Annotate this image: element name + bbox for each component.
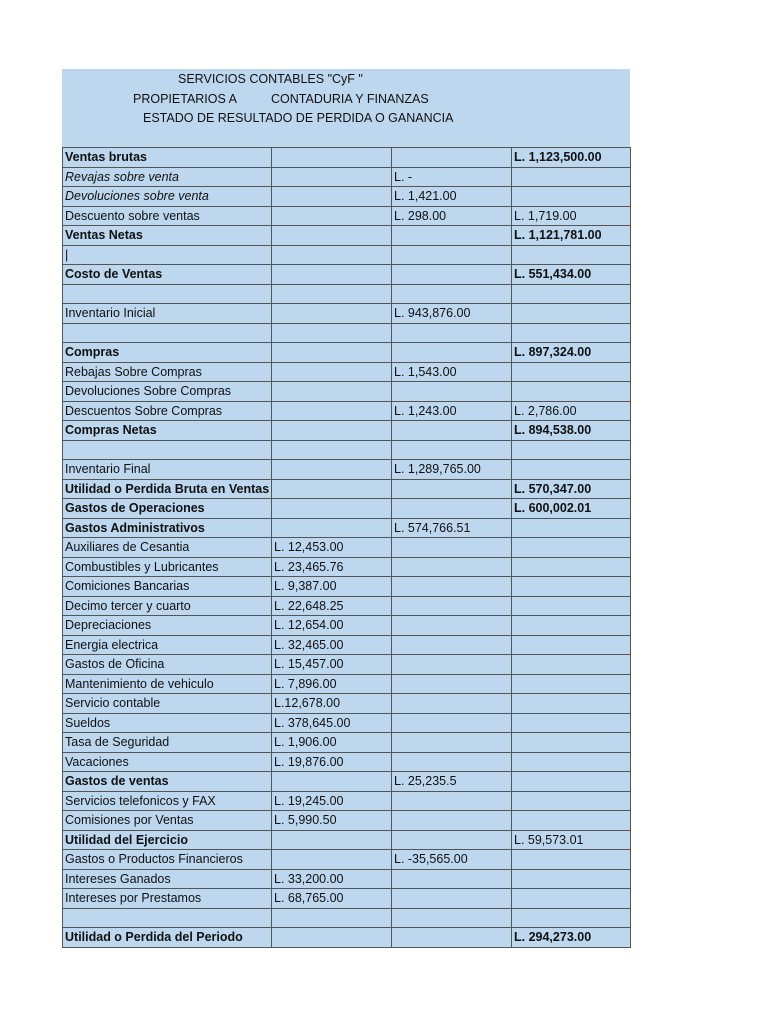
row-label[interactable]: Descuentos Sobre Compras	[63, 401, 272, 421]
total-amount[interactable]	[512, 889, 631, 909]
owners-name: CONTADURIA Y FINANZAS	[271, 92, 429, 106]
row-label[interactable]: Tasa de Seguridad	[63, 733, 272, 753]
table-row	[63, 245, 631, 265]
partial-amount[interactable]	[392, 596, 512, 616]
detail-amount[interactable]: L. 9,387.00	[272, 577, 392, 597]
detail-amount[interactable]	[272, 479, 392, 499]
total-amount[interactable]: L. 894,538.00	[512, 421, 631, 441]
row-label[interactable]: Auxiliares de Cesantia	[63, 538, 272, 558]
partial-amount[interactable]	[392, 284, 512, 304]
table-row	[63, 323, 631, 343]
table-row	[63, 499, 631, 519]
detail-amount[interactable]: L. 12,453.00	[272, 538, 392, 558]
partial-amount[interactable]: L. 1,243.00	[392, 401, 512, 421]
total-amount[interactable]: L. 1,123,500.00	[512, 148, 631, 168]
table-row	[63, 791, 631, 811]
total-amount[interactable]	[512, 869, 631, 889]
row-label[interactable]	[63, 284, 272, 304]
partial-amount[interactable]	[392, 499, 512, 519]
statement-table	[62, 147, 631, 948]
total-amount[interactable]: L. 570,347.00	[512, 479, 631, 499]
total-amount[interactable]	[512, 850, 631, 870]
table-row	[63, 557, 631, 577]
row-label[interactable]: Intereses Ganados	[63, 869, 272, 889]
detail-amount[interactable]	[272, 401, 392, 421]
row-label[interactable]: Inventario Final	[63, 460, 272, 480]
table-row	[63, 908, 631, 928]
row-label[interactable]	[63, 908, 272, 928]
detail-amount[interactable]: L. 15,457.00	[272, 655, 392, 675]
table-row	[63, 284, 631, 304]
partial-amount[interactable]	[392, 479, 512, 499]
row-label[interactable]: Energia electrica	[63, 635, 272, 655]
partial-amount[interactable]	[392, 674, 512, 694]
detail-amount[interactable]: L. 1,906.00	[272, 733, 392, 753]
detail-amount[interactable]	[272, 908, 392, 928]
total-amount[interactable]: L. 1,719.00	[512, 206, 631, 226]
row-label[interactable]: Servicios telefonicos y FAX	[63, 791, 272, 811]
table-row	[63, 421, 631, 441]
table-row	[63, 148, 631, 168]
income-statement-sheet	[62, 69, 630, 948]
detail-amount[interactable]	[272, 460, 392, 480]
partial-amount[interactable]	[392, 694, 512, 714]
total-amount[interactable]	[512, 538, 631, 558]
table-row	[63, 811, 631, 831]
total-amount[interactable]	[512, 908, 631, 928]
row-label[interactable]: Compras Netas	[63, 421, 272, 441]
partial-amount[interactable]	[392, 869, 512, 889]
table-row	[63, 440, 631, 460]
detail-amount[interactable]	[272, 226, 392, 246]
row-label[interactable]	[63, 440, 272, 460]
partial-amount[interactable]	[392, 226, 512, 246]
owners-label: PROPIETARIOS A	[133, 92, 237, 106]
table-row	[63, 304, 631, 324]
partial-amount[interactable]	[392, 811, 512, 831]
row-label[interactable]: Comisiones por Ventas	[63, 811, 272, 831]
detail-amount[interactable]	[272, 518, 392, 538]
total-amount[interactable]	[512, 713, 631, 733]
partial-amount[interactable]	[392, 557, 512, 577]
table-row	[63, 635, 631, 655]
detail-amount[interactable]: L. 19,876.00	[272, 752, 392, 772]
partial-amount[interactable]	[392, 382, 512, 402]
detail-amount[interactable]: L. 5,990.50	[272, 811, 392, 831]
table-row	[63, 752, 631, 772]
detail-amount[interactable]: L. 32,465.00	[272, 635, 392, 655]
row-label[interactable]: Combustibles y Lubricantes	[63, 557, 272, 577]
total-amount[interactable]	[512, 811, 631, 831]
row-label[interactable]: Costo de Ventas	[63, 265, 272, 285]
row-label[interactable]: Gastos de ventas	[63, 772, 272, 792]
table-row	[63, 226, 631, 246]
detail-amount[interactable]	[272, 167, 392, 187]
detail-amount[interactable]: L. 23,465.76	[272, 557, 392, 577]
total-amount[interactable]: L. 1,121,781.00	[512, 226, 631, 246]
detail-amount[interactable]	[272, 772, 392, 792]
total-amount[interactable]	[512, 323, 631, 343]
detail-amount[interactable]	[272, 928, 392, 948]
total-amount[interactable]	[512, 635, 631, 655]
detail-amount[interactable]	[272, 284, 392, 304]
row-label[interactable]: Gastos de Operaciones	[63, 499, 272, 519]
partial-amount[interactable]: L. 1,543.00	[392, 362, 512, 382]
detail-amount[interactable]	[272, 187, 392, 207]
detail-amount[interactable]	[272, 850, 392, 870]
detail-amount[interactable]	[272, 304, 392, 324]
table-row	[63, 772, 631, 792]
table-row	[63, 733, 631, 753]
partial-amount[interactable]	[392, 616, 512, 636]
detail-amount[interactable]: L. 33,200.00	[272, 869, 392, 889]
row-label[interactable]: Decimo tercer y cuarto	[63, 596, 272, 616]
row-label[interactable]: Inventario Inicial	[63, 304, 272, 324]
row-label[interactable]: Mantenimiento de vehiculo	[63, 674, 272, 694]
table-row	[63, 694, 631, 714]
detail-amount[interactable]: L. 7,896.00	[272, 674, 392, 694]
total-amount[interactable]: L. 600,002.01	[512, 499, 631, 519]
total-amount[interactable]: L. 294,273.00	[512, 928, 631, 948]
row-label[interactable]: Gastos de Oficina	[63, 655, 272, 675]
detail-amount[interactable]	[272, 206, 392, 226]
detail-amount[interactable]	[272, 440, 392, 460]
total-amount[interactable]	[512, 616, 631, 636]
partial-amount[interactable]	[392, 830, 512, 850]
table-row	[63, 850, 631, 870]
table-row	[63, 401, 631, 421]
table-row	[63, 187, 631, 207]
detail-amount[interactable]	[272, 148, 392, 168]
table-row	[63, 928, 631, 948]
detail-amount[interactable]	[272, 265, 392, 285]
company-name: SERVICIOS CONTABLES "CyF "	[178, 72, 363, 86]
partial-amount[interactable]	[392, 148, 512, 168]
total-amount[interactable]	[512, 167, 631, 187]
total-amount[interactable]	[512, 694, 631, 714]
total-amount[interactable]	[512, 752, 631, 772]
row-label[interactable]: Depreciaciones	[63, 616, 272, 636]
partial-amount[interactable]: L. 943,876.00	[392, 304, 512, 324]
partial-amount[interactable]	[392, 635, 512, 655]
partial-amount[interactable]	[392, 577, 512, 597]
partial-amount[interactable]	[392, 908, 512, 928]
row-label[interactable]: Utilidad o Perdida Bruta en Ventas	[63, 479, 272, 499]
row-label[interactable]: Compras	[63, 343, 272, 363]
row-label[interactable]: Ventas Netas	[63, 226, 272, 246]
detail-amount[interactable]: L. 378,645.00	[272, 713, 392, 733]
detail-amount[interactable]: L. 12,654.00	[272, 616, 392, 636]
partial-amount[interactable]: L. 1,421.00	[392, 187, 512, 207]
partial-amount[interactable]	[392, 713, 512, 733]
detail-amount[interactable]	[272, 362, 392, 382]
row-label[interactable]: Gastos o Productos Financieros	[63, 850, 272, 870]
partial-amount[interactable]	[392, 421, 512, 441]
partial-amount[interactable]	[392, 440, 512, 460]
partial-amount[interactable]	[392, 245, 512, 265]
total-amount[interactable]	[512, 440, 631, 460]
detail-amount[interactable]: L. 22,648.25	[272, 596, 392, 616]
table-row	[63, 343, 631, 363]
row-label[interactable]: Rebajas Sobre Compras	[63, 362, 272, 382]
row-label[interactable]: Sueldos	[63, 713, 272, 733]
detail-amount[interactable]: L.12,678.00	[272, 694, 392, 714]
partial-amount[interactable]	[392, 733, 512, 753]
total-amount[interactable]	[512, 460, 631, 480]
detail-amount[interactable]: L. 68,765.00	[272, 889, 392, 909]
row-label[interactable]: |	[63, 245, 272, 265]
table-row	[63, 382, 631, 402]
table-row	[63, 206, 631, 226]
total-amount[interactable]	[512, 557, 631, 577]
row-label[interactable]: Descuento sobre ventas	[63, 206, 272, 226]
partial-amount[interactable]	[392, 265, 512, 285]
table-row	[63, 869, 631, 889]
partial-amount[interactable]	[392, 752, 512, 772]
total-amount[interactable]	[512, 362, 631, 382]
table-row	[63, 577, 631, 597]
partial-amount[interactable]	[392, 343, 512, 363]
total-amount[interactable]	[512, 674, 631, 694]
total-amount[interactable]	[512, 733, 631, 753]
partial-amount[interactable]: L. -	[392, 167, 512, 187]
total-amount[interactable]	[512, 304, 631, 324]
total-amount[interactable]: L. 59,573.01	[512, 830, 631, 850]
total-amount[interactable]: L. 897,324.00	[512, 343, 631, 363]
partial-amount[interactable]: L. -35,565.00	[392, 850, 512, 870]
partial-amount[interactable]	[392, 928, 512, 948]
partial-amount[interactable]	[392, 538, 512, 558]
partial-amount[interactable]: L. 298.00	[392, 206, 512, 226]
table-row	[63, 655, 631, 675]
partial-amount[interactable]: L. 1,289,765.00	[392, 460, 512, 480]
detail-amount[interactable]	[272, 343, 392, 363]
row-label[interactable]: Utilidad del Ejercicio	[63, 830, 272, 850]
table-row	[63, 362, 631, 382]
table-row	[63, 674, 631, 694]
total-amount[interactable]	[512, 382, 631, 402]
row-label[interactable]: Revajas sobre venta	[63, 167, 272, 187]
row-label[interactable]: Devoluciones Sobre Compras	[63, 382, 272, 402]
detail-amount[interactable]	[272, 421, 392, 441]
row-label[interactable]: Gastos Administrativos	[63, 518, 272, 538]
table-row	[63, 713, 631, 733]
total-amount[interactable]	[512, 187, 631, 207]
total-amount[interactable]: L. 2,786.00	[512, 401, 631, 421]
total-amount[interactable]	[512, 772, 631, 792]
total-amount[interactable]	[512, 655, 631, 675]
table-row	[63, 830, 631, 850]
detail-amount[interactable]	[272, 499, 392, 519]
table-row	[63, 265, 631, 285]
row-label[interactable]: Servicio contable	[63, 694, 272, 714]
partial-amount[interactable]	[392, 791, 512, 811]
total-amount[interactable]: L. 551,434.00	[512, 265, 631, 285]
detail-amount[interactable]	[272, 323, 392, 343]
total-amount[interactable]	[512, 791, 631, 811]
total-amount[interactable]	[512, 577, 631, 597]
partial-amount[interactable]	[392, 323, 512, 343]
detail-amount[interactable]	[272, 382, 392, 402]
table-row	[63, 596, 631, 616]
table-row	[63, 538, 631, 558]
partial-amount[interactable]: L. 25,235.5	[392, 772, 512, 792]
row-label[interactable]	[63, 323, 272, 343]
detail-amount[interactable]	[272, 830, 392, 850]
table-row	[63, 889, 631, 909]
row-label[interactable]: Ventas brutas	[63, 148, 272, 168]
row-label[interactable]: Devoluciones sobre venta	[63, 187, 272, 207]
statement-title: ESTADO DE RESULTADO DE PERDIDA O GANANCIA	[143, 111, 454, 125]
total-amount[interactable]	[512, 284, 631, 304]
partial-amount[interactable]: L. 574,766.51	[392, 518, 512, 538]
table-row	[63, 167, 631, 187]
table-row	[63, 518, 631, 538]
row-label[interactable]: Utilidad o Perdida del Periodo	[63, 928, 272, 948]
total-amount[interactable]	[512, 518, 631, 538]
total-amount[interactable]	[512, 596, 631, 616]
partial-amount[interactable]	[392, 889, 512, 909]
table-row	[63, 460, 631, 480]
table-row	[63, 479, 631, 499]
row-label[interactable]: Vacaciones	[63, 752, 272, 772]
table-row	[63, 616, 631, 636]
statement-header	[62, 69, 630, 147]
row-label[interactable]: Intereses por Prestamos	[63, 889, 272, 909]
partial-amount[interactable]	[392, 655, 512, 675]
detail-amount[interactable]: L. 19,245.00	[272, 791, 392, 811]
row-label[interactable]: Comiciones Bancarias	[63, 577, 272, 597]
total-amount[interactable]	[512, 245, 631, 265]
detail-amount[interactable]	[272, 245, 392, 265]
